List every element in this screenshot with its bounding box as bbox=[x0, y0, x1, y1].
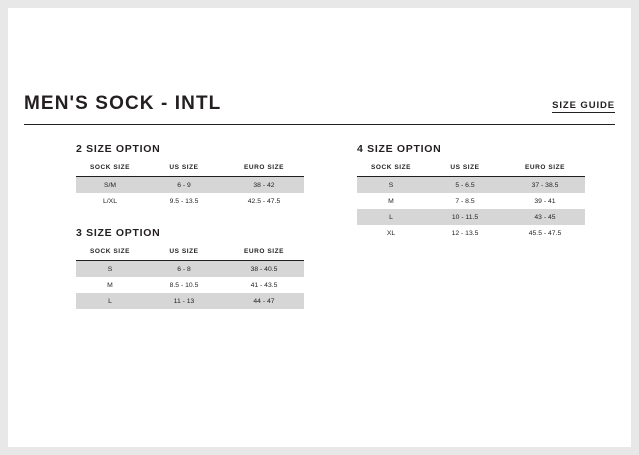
table-header-row bbox=[357, 164, 585, 177]
column-header-us-size: US SIZE bbox=[425, 164, 505, 177]
size-option-block-2 bbox=[24, 143, 319, 209]
cell-sock-size: M bbox=[107, 282, 113, 289]
table-header-row bbox=[76, 164, 304, 177]
column-header-sock-size: SOCK SIZE bbox=[76, 164, 144, 177]
cell-sock-size: S/M bbox=[76, 177, 144, 194]
block-title: 4 SIZE OPTION bbox=[357, 143, 442, 155]
cell-us-size: 6 - 8 bbox=[144, 261, 224, 278]
cell-sock-size: L/XL bbox=[103, 198, 117, 205]
left-column bbox=[24, 143, 319, 327]
table-header-row bbox=[76, 248, 304, 261]
cell-sock-size: M bbox=[388, 198, 394, 205]
cell-sock-size: L bbox=[357, 209, 425, 225]
column-header-sock-size: SOCK SIZE bbox=[76, 248, 144, 261]
cell-us-size: 7 - 8.5 bbox=[455, 198, 475, 205]
cell-euro-size: 37 - 38.5 bbox=[505, 177, 585, 194]
size-table-3-option bbox=[76, 248, 304, 309]
cell-us-size: 9.5 - 13.5 bbox=[169, 198, 199, 205]
column-header-us-size: US SIZE bbox=[144, 164, 224, 177]
tables-container bbox=[24, 143, 615, 327]
cell-us-size: 6 - 9 bbox=[144, 177, 224, 194]
size-table-2-option bbox=[76, 164, 304, 209]
table-row bbox=[357, 193, 585, 209]
cell-euro-size: 42.5 - 47.5 bbox=[247, 198, 281, 205]
block-title: 3 SIZE OPTION bbox=[76, 227, 161, 239]
page-title: MEN'S SOCK - INTL bbox=[24, 93, 222, 114]
cell-us-size: 8.5 - 10.5 bbox=[169, 282, 199, 289]
column-header-euro-size: EURO SIZE bbox=[224, 248, 304, 261]
cell-euro-size: 39 - 41 bbox=[534, 198, 556, 205]
cell-euro-size: 45.5 - 47.5 bbox=[528, 230, 562, 237]
table-row bbox=[357, 177, 585, 194]
table-row bbox=[76, 261, 304, 278]
size-option-block-4 bbox=[319, 143, 614, 241]
column-header-euro-size: EURO SIZE bbox=[505, 164, 585, 177]
right-column bbox=[319, 143, 614, 327]
size-guide-label: SIZE GUIDE bbox=[552, 100, 615, 111]
cell-euro-size: 44 - 47 bbox=[224, 293, 304, 309]
column-header-sock-size: SOCK SIZE bbox=[357, 164, 425, 177]
cell-us-size: 12 - 13.5 bbox=[451, 230, 479, 237]
page-header bbox=[24, 93, 615, 125]
column-header-euro-size: EURO SIZE bbox=[224, 164, 304, 177]
size-option-block-3 bbox=[24, 227, 319, 309]
cell-euro-size: 43 - 45 bbox=[505, 209, 585, 225]
column-header-us-size: US SIZE bbox=[144, 248, 224, 261]
block-title: 2 SIZE OPTION bbox=[76, 143, 161, 155]
cell-euro-size: 41 - 43.5 bbox=[250, 282, 278, 289]
cell-sock-size: XL bbox=[386, 230, 396, 237]
cell-us-size: 11 - 13 bbox=[144, 293, 224, 309]
cell-euro-size: 38 - 42 bbox=[224, 177, 304, 194]
size-table-4-option bbox=[357, 164, 585, 241]
table-row bbox=[357, 209, 585, 225]
table-row bbox=[76, 193, 304, 209]
cell-sock-size: S bbox=[357, 177, 425, 194]
table-row bbox=[76, 293, 304, 309]
cell-sock-size: S bbox=[76, 261, 144, 278]
table-row bbox=[76, 177, 304, 194]
cell-euro-size: 38 - 40.5 bbox=[224, 261, 304, 278]
cell-us-size: 10 - 11.5 bbox=[425, 209, 505, 225]
table-row bbox=[357, 225, 585, 241]
cell-sock-size: L bbox=[76, 293, 144, 309]
cell-us-size: 5 - 6.5 bbox=[425, 177, 505, 194]
table-row bbox=[76, 277, 304, 293]
size-guide-page bbox=[8, 8, 631, 447]
